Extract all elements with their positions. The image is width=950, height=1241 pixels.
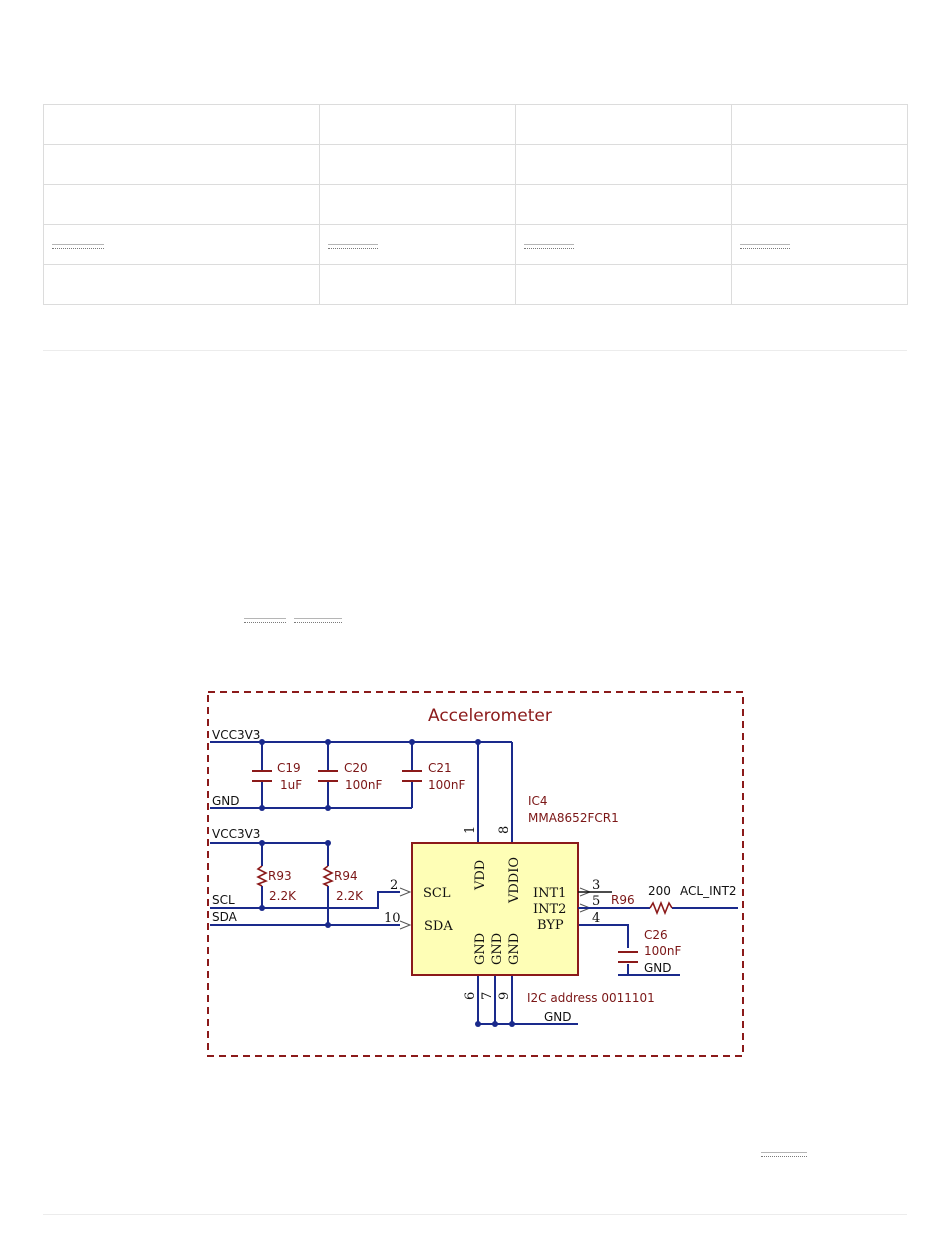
ref-r96: R96 <box>611 893 635 907</box>
schematic-title: Accelerometer <box>428 706 552 726</box>
net-label-vcc-mid: VCC3V3 <box>212 827 261 841</box>
ref-ic4: IC4 <box>528 794 548 808</box>
pin-number-7: 7 <box>480 991 495 1000</box>
divider-bottom <box>43 1214 907 1215</box>
ref-c20: C20 <box>344 761 368 775</box>
pin-number-8: 8 <box>497 825 512 834</box>
pin-number-9: 9 <box>497 991 512 1000</box>
pin-number-6: 6 <box>463 991 478 1000</box>
pin-label-scl: SCL <box>423 886 451 901</box>
value-c21: 100nF <box>428 778 466 792</box>
pin-label-vddio: VDDIO <box>507 856 522 903</box>
net-label-gnd-cap: GND <box>644 961 672 975</box>
ref-r93: R93 <box>268 869 292 883</box>
ref-c26: C26 <box>644 928 668 942</box>
pin-number-10: 10 <box>384 911 401 926</box>
net-label-gnd-bottom: GND <box>544 1010 572 1024</box>
net-label-scl: SCL <box>212 893 235 907</box>
ref-c21: C21 <box>428 761 452 775</box>
pin-label-gnd-2: GND <box>490 932 505 965</box>
value-r93: 2.2K <box>269 889 296 903</box>
net-label-acl-int2: ACL_INT2 <box>680 884 737 898</box>
pin-number-5: 5 <box>592 894 601 909</box>
pin-label-int1: INT1 <box>533 886 567 901</box>
net-label-vcc-top: VCC3V3 <box>212 728 261 742</box>
value-r96: 200 <box>648 884 671 898</box>
pin-number-4: 4 <box>592 911 601 926</box>
pin-label-byp: BYP <box>537 918 564 933</box>
value-c19: 1uF <box>280 778 303 792</box>
value-c26: 100nF <box>644 944 682 958</box>
pin-number-3: 3 <box>592 878 601 893</box>
pin-label-sda: SDA <box>424 919 453 934</box>
value-c20: 100nF <box>345 778 383 792</box>
ref-r94: R94 <box>334 869 358 883</box>
net-label-gnd-top: GND <box>212 794 240 808</box>
value-r94: 2.2K <box>336 889 363 903</box>
net-label-sda: SDA <box>212 910 237 924</box>
pin-number-1: 1 <box>463 825 478 834</box>
inline-link[interactable] <box>761 1152 807 1157</box>
pin-label-gnd-3: GND <box>507 932 522 965</box>
pin-label-gnd-1: GND <box>473 932 488 965</box>
ref-c19: C19 <box>277 761 301 775</box>
pin-label-vdd: VDD <box>473 859 488 890</box>
i2c-address-note: I2C address 0011101 <box>527 991 655 1005</box>
part-ic4: MMA8652FCR1 <box>528 811 619 825</box>
pin-number-2: 2 <box>390 878 399 893</box>
scl-wire <box>210 892 400 908</box>
pin-label-int2: INT2 <box>533 902 567 917</box>
